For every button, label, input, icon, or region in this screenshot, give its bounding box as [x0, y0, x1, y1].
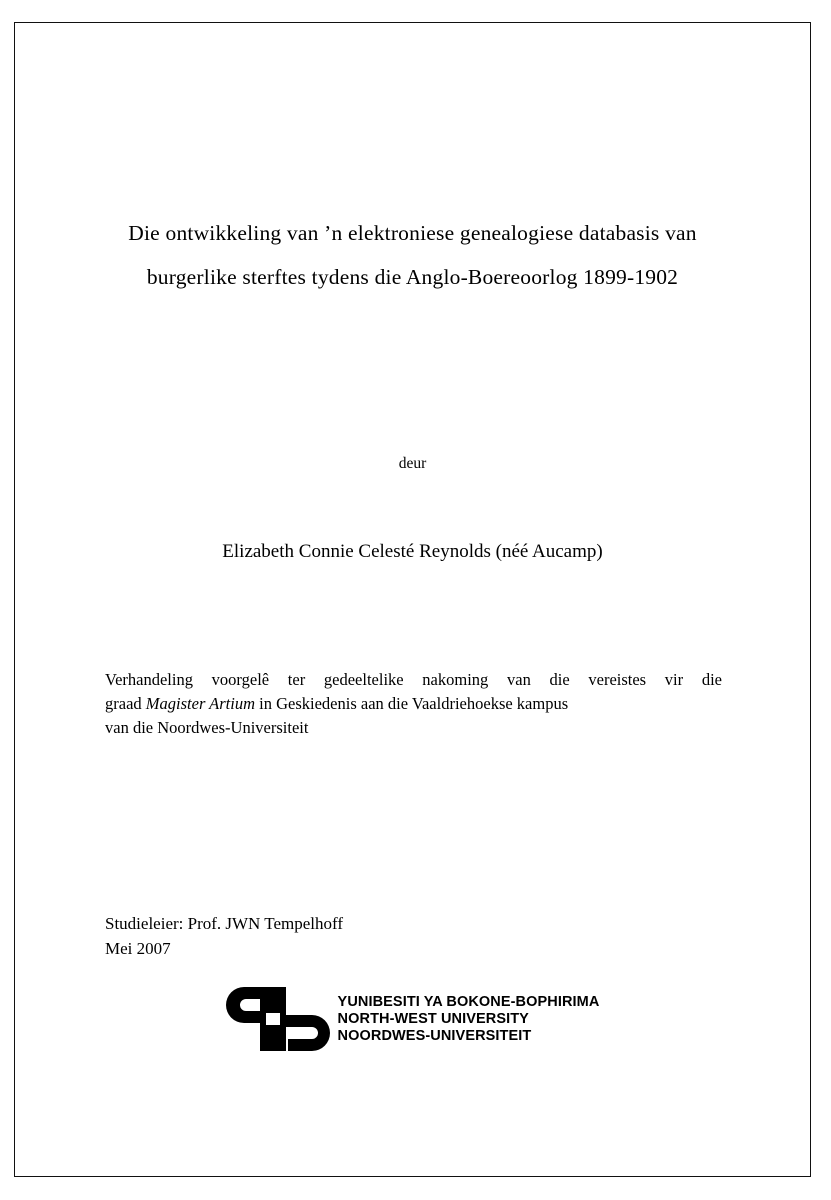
title-line-1: Die ontwikkeling van ’n elektroniese genealogiese databasis van [128, 221, 697, 245]
date-line: Mei 2007 [105, 939, 171, 958]
statement-line-2-part-2: in Geskiedenis aan die Vaaldriehoekse kampus [255, 694, 569, 713]
degree-statement [105, 668, 722, 740]
document-page [14, 22, 811, 1177]
statement-line-1: Verhandeling voorgelê ter gedeeltelike nakoming van die vereistes vir die [105, 670, 722, 689]
statement-line-2-part-1: graad [105, 694, 146, 713]
logo-text-line-3: NOORDWES-UNIVERSITEIT [337, 1027, 532, 1044]
supervisor-line: Studieleier: Prof. JWN Tempelhoff [105, 914, 344, 933]
statement-line-2 [105, 692, 722, 716]
logo-group [226, 983, 600, 1055]
author-name: Elizabeth Connie Celesté Reynolds (néé Aucamp) [222, 541, 603, 562]
title-line-2: burgerlike sterftes tydens die Anglo-Boereoorlog 1899-1902 [146, 265, 679, 289]
logo-text [338, 994, 600, 1045]
north-west-university-logo-mark-icon [226, 983, 330, 1055]
logo-text-line-1: YUNIBESITI YA BOKONE-BOPHIRIMA [337, 993, 600, 1010]
logo-text-line-2: NORTH-WEST UNIVERSITY [337, 1010, 529, 1027]
by-label: deur [398, 455, 427, 472]
degree-name: Magister Artium [145, 694, 256, 713]
page-title [107, 211, 718, 299]
statement-line-3: van die Noordwes-Universiteit [105, 718, 309, 737]
university-logo [15, 983, 810, 1055]
